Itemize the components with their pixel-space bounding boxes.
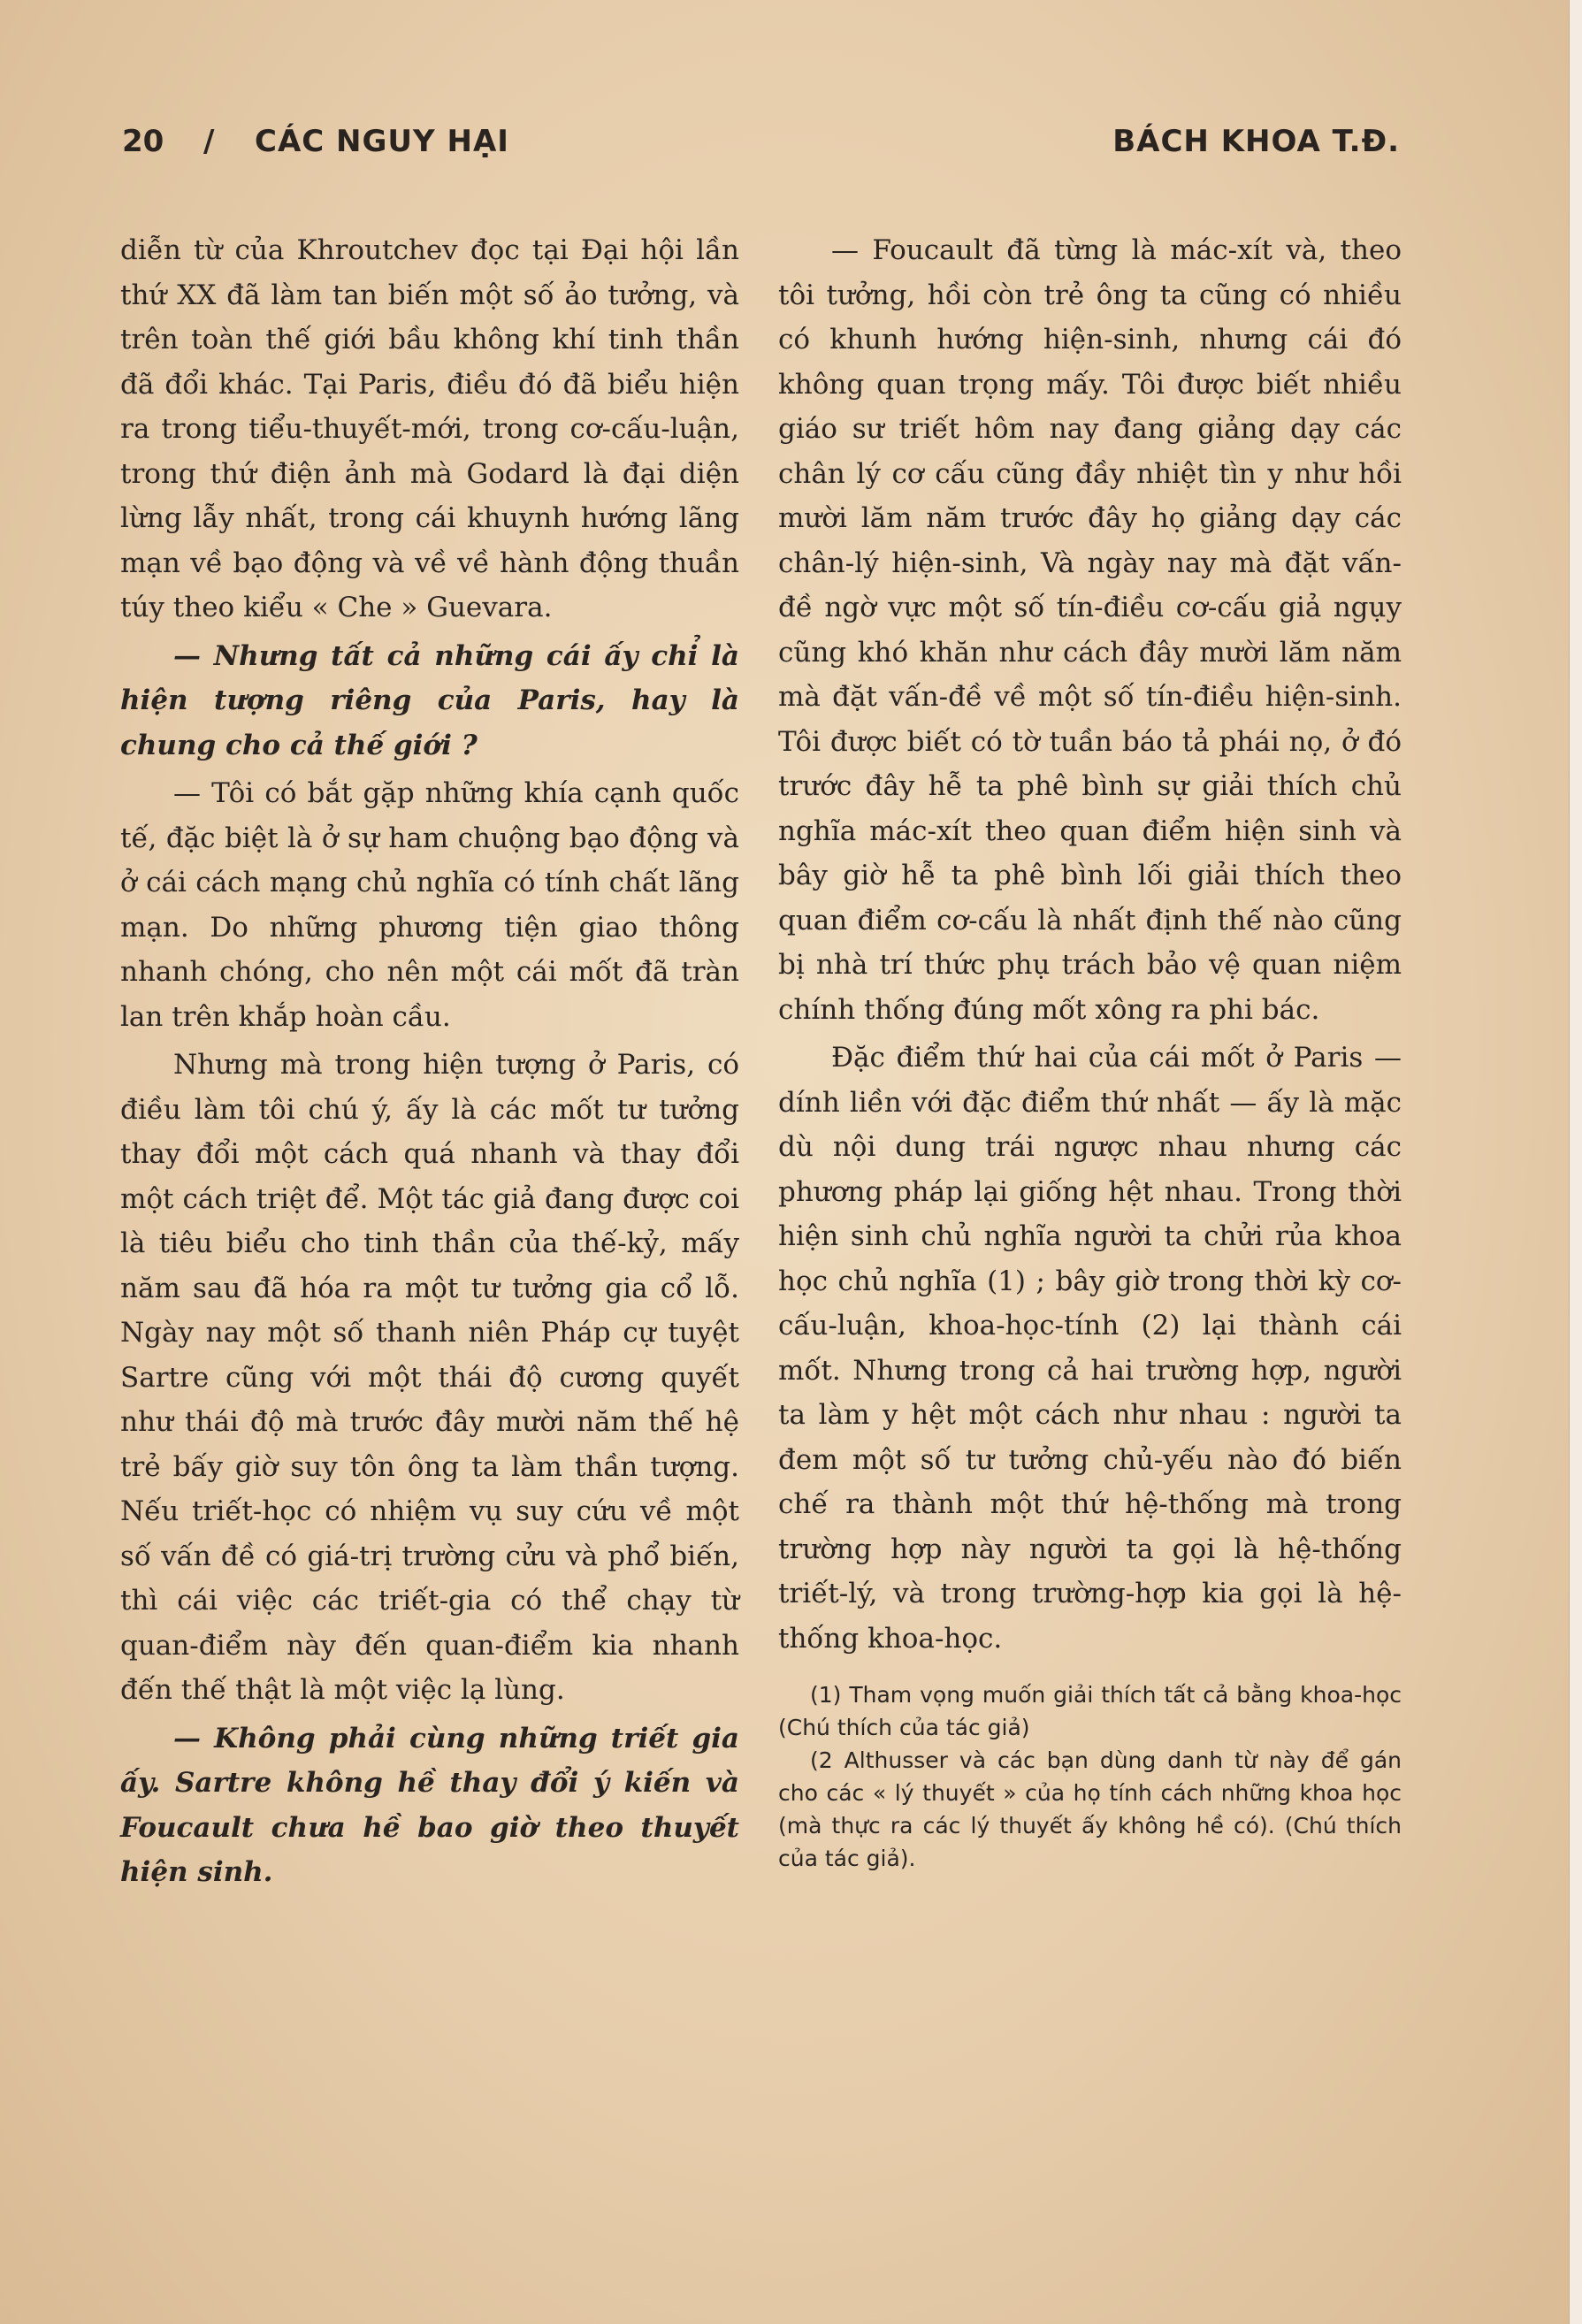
running-title: CÁC NGUY HẠI: [255, 124, 509, 159]
paragraph: Đặc điểm thứ hai của cái mốt ở Paris — dính liền với đặc điểm thứ nhất — ấy là mặc dù nội dung trái ngược nhau nhưng các phương pháp lại giống hệt nhau. Trong thời hiện sinh chủ nghĩa người ta chửi rủa khoa học chủ nghĩa (1) ; bây giờ trong thời kỳ cơ-cấu-luận, khoa-học-tính (2) lại thành cái mốt. Nhưng trong cả hai trường hợp, người ta làm y hệt một cách như nhau : người ta đem một số tư tưởng chủ-yếu nào đó biến chế ra thành một thứ hệ-thống mà trong trường hợp này người ta gọi là hệ-thống triết-lý, và trong trường-hợp kia gọi là hệ-thống khoa-học.: [778, 1042, 1402, 1655]
footnote: (1) Tham vọng muốn giải thích tất cả bằng khoa-học (Chú thích của tác giả): [778, 1682, 1402, 1740]
interviewer-question: — Nhưng tất cả những cái ấy chỉ là hiện tượng riêng của Paris, hay là chung cho cả thế giới ?: [120, 639, 739, 761]
paragraph: diễn từ của Khroutchev đọc tại Đại hội lần thứ XX đã làm tan biến một số ảo tưởng, và trên toàn thế giới bầu không khí tinh thần đã đổi khác. Tại Paris, điều đó đã biểu hiện ra trong tiểu-thuyết-mới, trong cơ-cấu-luận, trong thứ điện ảnh mà Godard là đại diện lừng lẫy nhất, trong cái khuynh hướng lãng mạn về bạo động và về về hành động thuần túy theo kiểu « Che » Guevara.: [120, 234, 739, 623]
interviewer-question: — Không phải cùng những triết gia ấy. Sartre không hề thay đổi ý kiến và Foucault chưa hề bao giờ theo thuyết hiện sinh.: [120, 1722, 739, 1888]
footnote: (2 Althusser và các bạn dùng danh từ này để gán cho các « lý thuyết » của họ tính cách những khoa học (mà thực ra các lý thuyết ấy không hề có). (Chú thích của tác giả).: [778, 1747, 1402, 1871]
page-header: [122, 124, 1400, 177]
paragraph: — Tôi có bắt gặp những khía cạnh quốc tế, đặc biệt là ở sự ham chuộng bạo động và ở cái cách mạng chủ nghĩa có tính chất lãng mạn. Do những phương tiện giao thông nhanh chóng, cho nên một cái mốt đã tràn lan trên khắp hoàn cầu.: [120, 777, 739, 1033]
page-edge: [1569, 0, 1582, 2324]
paragraph: Nhưng mà trong hiện tượng ở Paris, có điều làm tôi chú ý, ấy là các mốt tư tưởng thay đổi một cách quá nhanh và thay đổi một cách triệt để. Một tác giả đang được coi là tiêu biểu cho tinh thần của thế-kỷ, mấy năm sau đã hóa ra một tư tưởng gia cổ lỗ. Ngày nay một số thanh niên Pháp cự tuyệt Sartre cũng với một thái độ cương quyết như thái độ mà trước đây mười năm thế hệ trẻ bấy giờ suy tôn ông ta làm thần tượng. Nếu triết-học có nhiệm vụ suy cứu về một số vấn đề có giá-trị trường cửu và phổ biến, thì cái việc các triết-gia có thể chạy từ quan-điểm này đến quan-điểm kia nhanh đến thế thật là một việc lạ lùng.: [120, 1049, 739, 1706]
magazine-title: BÁCH KHOA T.Đ.: [1112, 124, 1400, 159]
right-column: [778, 228, 1402, 1875]
left-column: [120, 228, 739, 1895]
header-separator: /: [203, 124, 215, 159]
footnotes: [778, 1678, 1402, 1875]
paragraph: — Foucault đã từng là mác-xít và, theo tôi tưởng, hồi còn trẻ ông ta cũng có nhiều có khunh hướng hiện-sinh, nhưng cái đó không quan trọng mấy. Tôi được biết nhiều giáo sư triết hôm nay đang giảng dạy các chân lý cơ cấu cũng đầy nhiệt tìn y như hồi mười lăm năm trước đây họ giảng dạy các chân-lý hiện-sinh, Và ngày nay mà đặt vấn-đề ngờ vực một số tín-điều cơ-cấu giả ngụy cũng khó khăn như cách đây mười lăm năm mà đặt vấn-đề về một số tín-điều hiện-sinh. Tôi được biết có tờ tuần báo tả phái nọ, ở đó trước đây hễ ta phê bình sự giải thích chủ nghĩa mác-xít theo quan điểm hiện sinh và bây giờ hễ ta phê bình lối giải thích theo quan điểm cơ-cấu là nhất định thế nào cũng bị nhà trí thức phụ trách bảo vệ quan niệm chính thống đúng mốt xông ra phi bác.: [778, 234, 1402, 1026]
page-number: 20: [122, 124, 164, 159]
